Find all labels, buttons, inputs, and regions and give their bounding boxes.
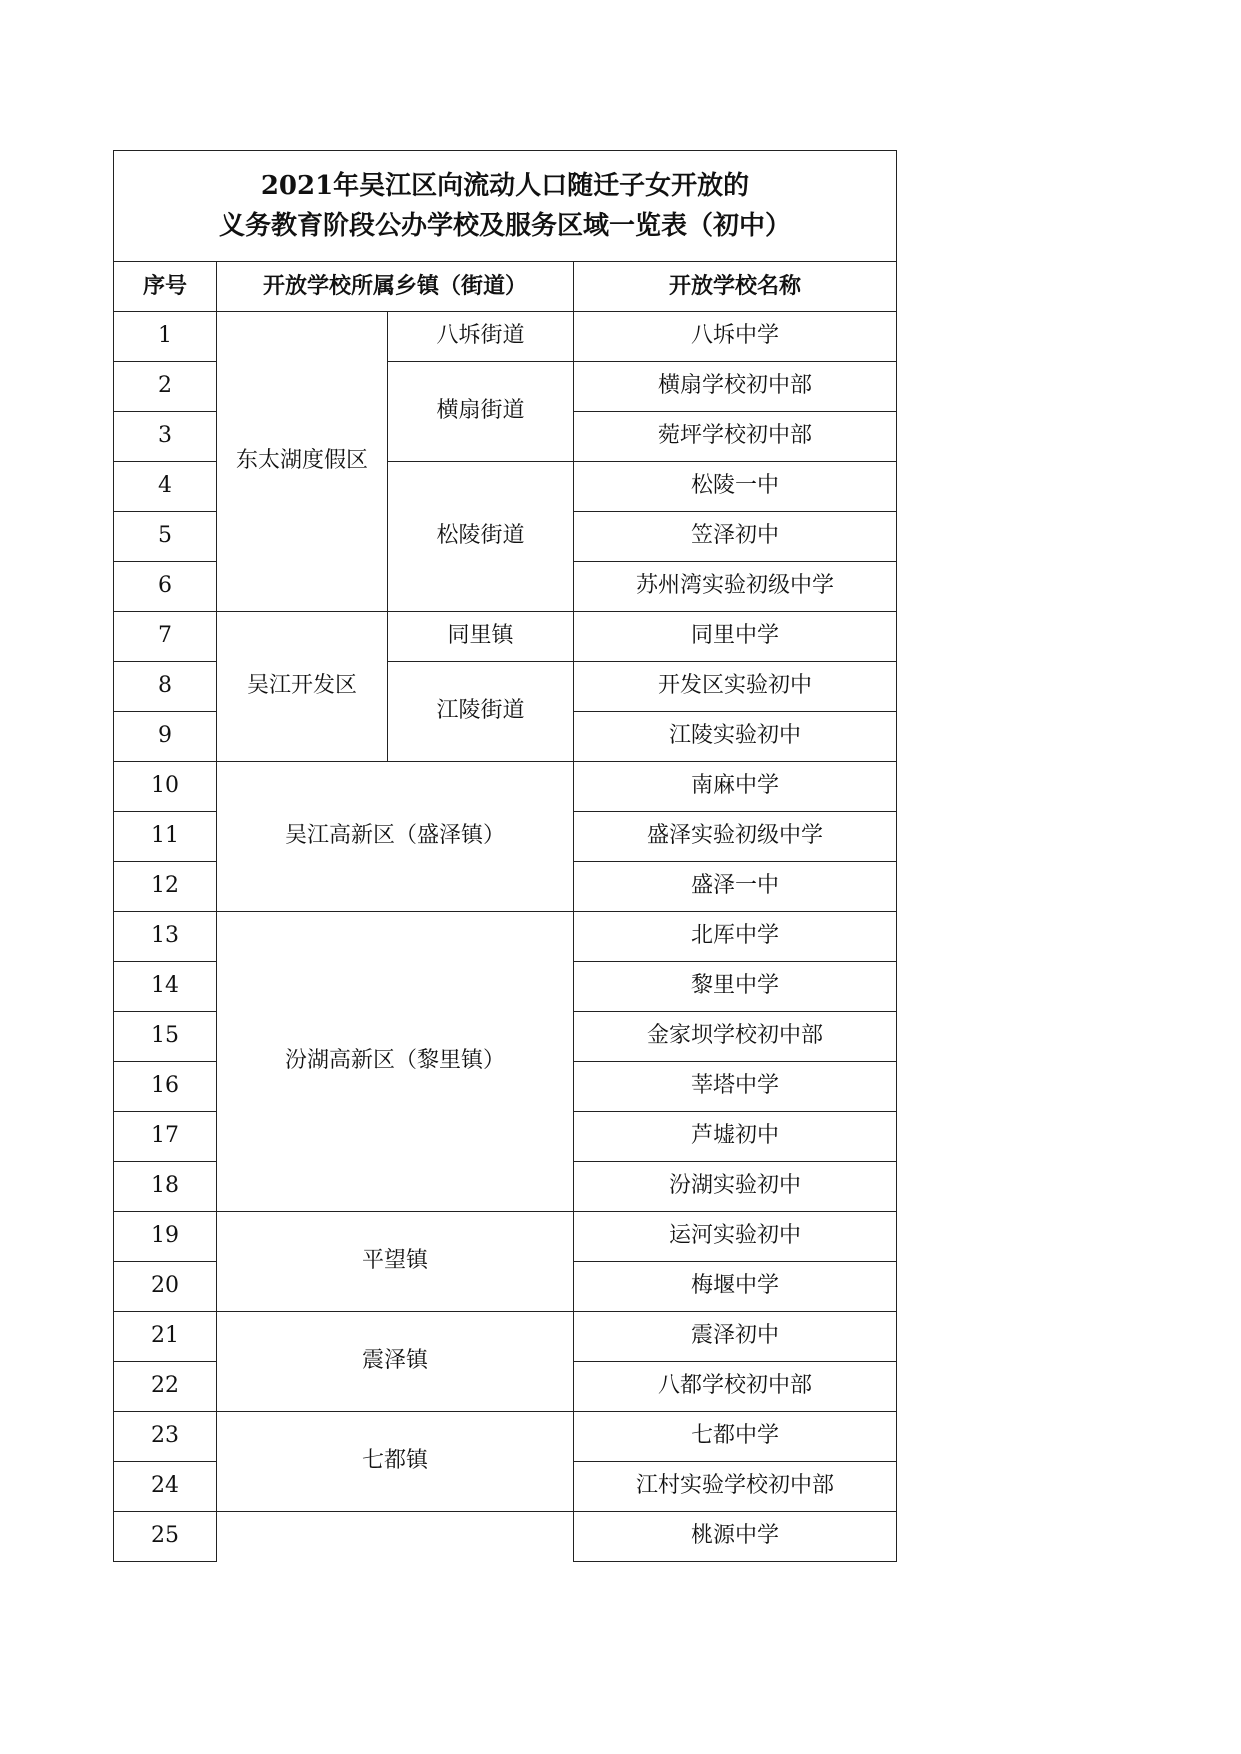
row-number: 12	[114, 862, 217, 912]
school-name: 江村实验学校初中部	[574, 1462, 897, 1512]
subdistrict-cell: 横扇街道	[388, 362, 574, 462]
district-cell: 七都镇	[217, 1412, 574, 1512]
title-line-1: 2021年吴江区向流动人口随迁子女开放的	[260, 170, 750, 201]
school-name: 同里中学	[574, 612, 897, 662]
header-school: 开放学校名称	[574, 262, 897, 312]
table-row	[114, 1212, 897, 1262]
district-cell: 吴江高新区（盛泽镇）	[217, 762, 574, 912]
table-row	[114, 312, 897, 362]
header-row	[114, 262, 897, 312]
school-name: 黎里中学	[574, 962, 897, 1012]
row-number: 8	[114, 662, 217, 712]
district-cell	[217, 1512, 574, 1562]
school-name: 开发区实验初中	[574, 662, 897, 712]
school-name: 芦墟初中	[574, 1112, 897, 1162]
row-number: 1	[114, 312, 217, 362]
subdistrict-cell: 同里镇	[388, 612, 574, 662]
table-row	[114, 1312, 897, 1362]
school-name: 莘塔中学	[574, 1062, 897, 1112]
school-name: 盛泽一中	[574, 862, 897, 912]
school-name: 盛泽实验初级中学	[574, 812, 897, 862]
district-cell: 东太湖度假区	[217, 312, 388, 612]
school-name: 桃源中学	[574, 1512, 897, 1562]
row-number: 9	[114, 712, 217, 762]
row-number: 15	[114, 1012, 217, 1062]
row-number: 14	[114, 962, 217, 1012]
school-name: 北厍中学	[574, 912, 897, 962]
row-number: 3	[114, 412, 217, 462]
row-number: 10	[114, 762, 217, 812]
district-cell: 吴江开发区	[217, 612, 388, 762]
school-name: 汾湖实验初中	[574, 1162, 897, 1212]
school-name: 梅堰中学	[574, 1262, 897, 1312]
school-name: 七都中学	[574, 1412, 897, 1462]
table-row	[114, 612, 897, 662]
school-name: 松陵一中	[574, 462, 897, 512]
title-row	[114, 151, 897, 262]
school-name: 震泽初中	[574, 1312, 897, 1362]
table-row	[114, 912, 897, 962]
district-cell: 平望镇	[217, 1212, 574, 1312]
subdistrict-cell: 松陵街道	[388, 462, 574, 612]
school-name: 南麻中学	[574, 762, 897, 812]
table-row	[114, 1412, 897, 1462]
row-number: 21	[114, 1312, 217, 1362]
row-number: 22	[114, 1362, 217, 1412]
school-name: 八都学校初中部	[574, 1362, 897, 1412]
row-number: 2	[114, 362, 217, 412]
row-number: 20	[114, 1262, 217, 1312]
row-number: 18	[114, 1162, 217, 1212]
school-name: 笠泽初中	[574, 512, 897, 562]
row-number: 6	[114, 562, 217, 612]
title-line-2: 义务教育阶段公办学校及服务区域一览表（初中）	[218, 211, 791, 241]
district-cell: 汾湖高新区（黎里镇）	[217, 912, 574, 1212]
district-cell: 震泽镇	[217, 1312, 574, 1412]
row-number: 5	[114, 512, 217, 562]
row-number: 16	[114, 1062, 217, 1112]
header-index: 序号	[114, 262, 217, 312]
row-number: 11	[114, 812, 217, 862]
header-district: 开放学校所属乡镇（街道）	[217, 262, 574, 312]
row-number: 7	[114, 612, 217, 662]
table-row	[114, 1512, 897, 1562]
table-title	[114, 151, 897, 262]
row-number: 24	[114, 1462, 217, 1512]
school-name: 金家坝学校初中部	[574, 1012, 897, 1062]
row-number: 17	[114, 1112, 217, 1162]
row-number: 13	[114, 912, 217, 962]
school-name: 苏州湾实验初级中学	[574, 562, 897, 612]
school-name: 横扇学校初中部	[574, 362, 897, 412]
school-name: 菀坪学校初中部	[574, 412, 897, 462]
table-row	[114, 762, 897, 812]
school-name: 八坼中学	[574, 312, 897, 362]
row-number: 19	[114, 1212, 217, 1262]
row-number: 4	[114, 462, 217, 512]
subdistrict-cell: 八坼街道	[388, 312, 574, 362]
row-number: 25	[114, 1512, 217, 1562]
row-number: 23	[114, 1412, 217, 1462]
schools-table	[113, 150, 897, 1562]
school-name: 运河实验初中	[574, 1212, 897, 1262]
school-name: 江陵实验初中	[574, 712, 897, 762]
subdistrict-cell: 江陵街道	[388, 662, 574, 762]
